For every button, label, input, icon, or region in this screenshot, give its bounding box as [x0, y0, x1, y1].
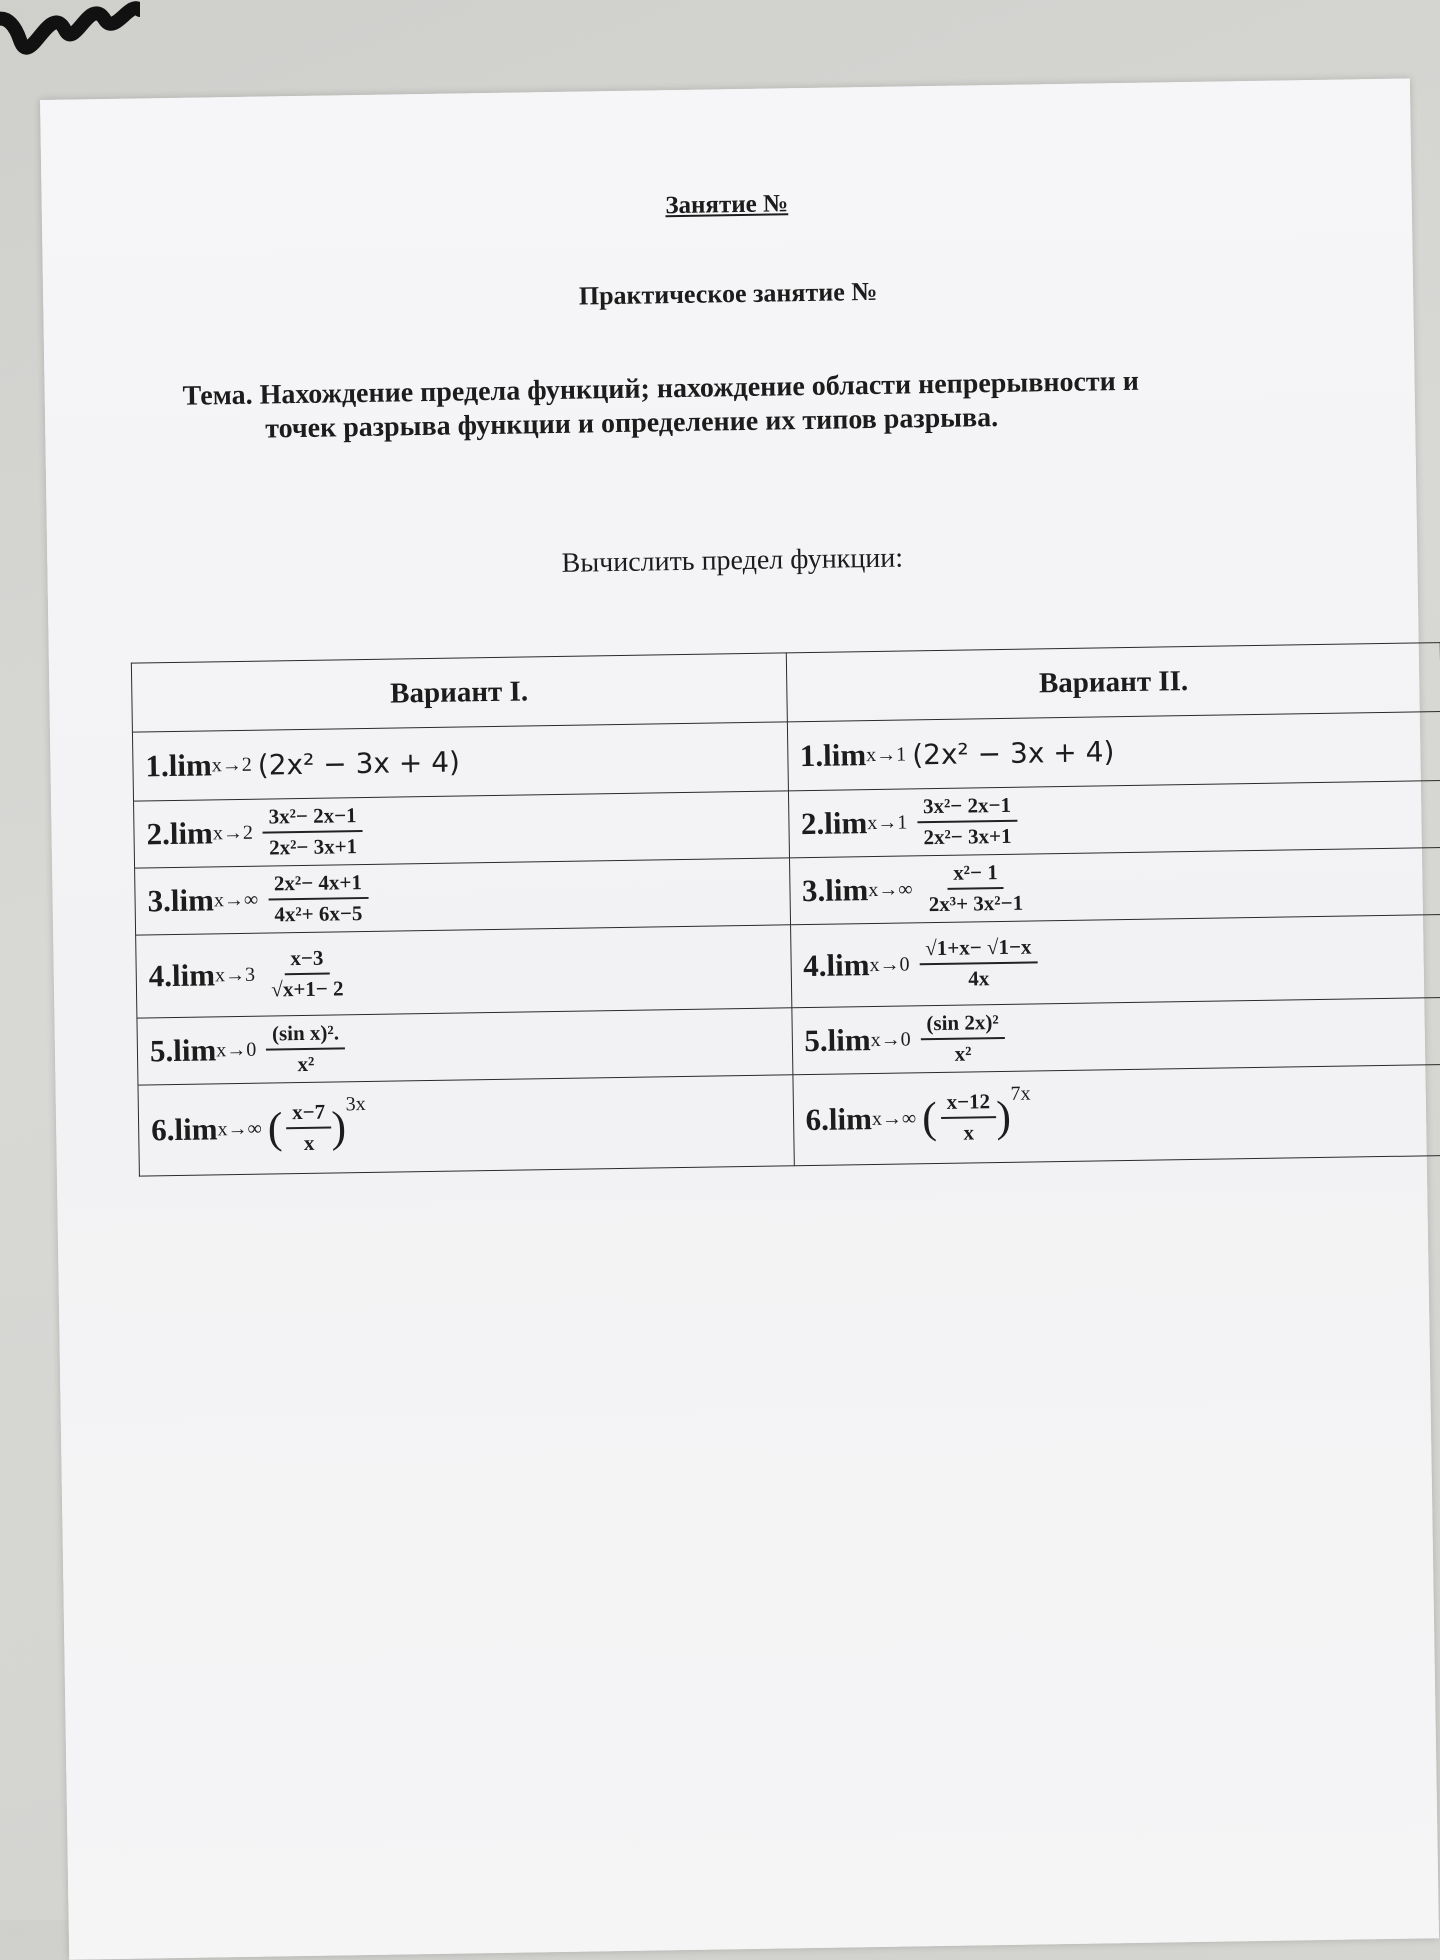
exponent: 7x: [1010, 1082, 1031, 1105]
right-paren: ): [330, 1102, 347, 1152]
lim-subscript: x→3: [214, 963, 256, 986]
v1-problem-1: [132, 722, 788, 801]
numerator: x−12: [940, 1089, 996, 1119]
v1-problem-2: [134, 791, 789, 868]
variant-1-header: Вариант I.: [131, 653, 787, 732]
denominator: √x+1− 2: [271, 976, 344, 1002]
variant-2-header: Вариант II.: [786, 643, 1440, 722]
denominator: x: [963, 1120, 975, 1145]
v1-problem-6: [138, 1075, 794, 1176]
numerator: x−3: [284, 946, 329, 976]
task-instruction: Вычислить предел функции:: [561, 542, 904, 579]
fraction: [922, 860, 1029, 918]
denominator: x²: [954, 1041, 972, 1066]
fraction: [268, 870, 369, 928]
problem-number: 6.: [150, 1112, 175, 1148]
v2-problem-4: [790, 915, 1440, 1008]
expression: (2x² − 3x + 4): [257, 744, 461, 782]
numerator: 3x²− 2x−1: [917, 793, 1017, 824]
lim-subscript: x→2: [211, 753, 252, 776]
lim-word: lim: [170, 882, 215, 919]
left-paren: (: [921, 1093, 938, 1143]
fraction: [262, 803, 363, 861]
lim-word: lim: [828, 1101, 873, 1137]
problem-number: 2.: [146, 816, 171, 852]
fraction: [919, 934, 1038, 992]
lim-subscript: x→0: [870, 1027, 911, 1051]
lim-subscript: x→∞: [217, 1117, 262, 1140]
lim-subscript: x→∞: [213, 888, 259, 911]
topic-line-2: точек разрыва функции и определение их типов разрыва.: [264, 401, 999, 445]
topic-line-1: Тема. Нахождение предела функций; нахождение области непрерывности и: [182, 365, 1140, 412]
v2-problem-6: [792, 1065, 1440, 1166]
v2-problem-1: [787, 712, 1440, 791]
denominator: 2x²− 3x+1: [268, 834, 358, 860]
denominator: x²: [297, 1051, 315, 1077]
lim-subscript: x→2: [212, 821, 254, 844]
v1-problem-3: [135, 858, 790, 935]
coiled-cable-image: [0, 0, 140, 80]
lim-word: lim: [826, 947, 870, 983]
lim-subscript: x→0: [216, 1038, 257, 1061]
lesson-title: Занятие №: [665, 190, 789, 220]
problem-number: 3.: [801, 872, 826, 909]
denominator: 4x: [968, 966, 990, 991]
problem-number: 5.: [804, 1022, 828, 1059]
lim-subscript: x→1: [867, 810, 908, 834]
lim-word: lim: [168, 747, 213, 784]
numerator: 3x²− 2x−1: [262, 803, 362, 834]
problem-number: 5.: [149, 1033, 174, 1069]
fraction: [920, 1010, 1005, 1067]
denominator: 2x²− 3x+1: [923, 823, 1012, 850]
v1-problem-4: [136, 925, 792, 1018]
v2-problem-2: [788, 781, 1440, 858]
fraction: [940, 1089, 996, 1146]
lim-word: lim: [827, 1022, 871, 1058]
numerator: (sin 2x)²: [920, 1010, 1005, 1040]
problem-number: 3.: [147, 883, 172, 919]
problem-number: 4.: [802, 947, 827, 984]
denominator: 2x³+ 3x²−1: [928, 890, 1024, 917]
variants-table: [131, 642, 1440, 1177]
numerator: x−7: [286, 1100, 331, 1130]
lim-subscript: x→1: [866, 742, 907, 766]
numerator: 2x²− 4x+1: [268, 870, 368, 901]
fraction: [917, 793, 1018, 851]
lim-subscript: x→0: [869, 952, 910, 976]
problem-number: 6.: [805, 1101, 830, 1138]
practical-title: Практическое занятие №: [578, 276, 878, 311]
fraction: [265, 945, 350, 1002]
denominator: x: [303, 1130, 315, 1155]
numerator: √1+x− √1−x: [919, 934, 1038, 965]
fraction: [266, 1020, 346, 1077]
right-paren: ): [995, 1091, 1012, 1142]
lim-word: lim: [172, 1032, 217, 1069]
v2-problem-5: [791, 998, 1440, 1075]
topic-text: [182, 362, 1323, 448]
fraction: [286, 1100, 332, 1157]
denominator: 4x²+ 6x−5: [274, 901, 363, 927]
lim-word: lim: [169, 815, 214, 852]
worksheet-paper: [40, 78, 1439, 1959]
lim-word: lim: [174, 1111, 218, 1148]
lim-word: lim: [824, 872, 869, 908]
lim-word: lim: [822, 737, 867, 773]
v2-problem-3: [789, 848, 1440, 925]
lim-subscript: x→∞: [871, 1106, 917, 1130]
lim-word: lim: [171, 957, 216, 994]
problem-number: 1.: [145, 748, 169, 784]
numerator: x²− 1: [947, 860, 1004, 890]
lim-word: lim: [823, 805, 868, 841]
left-paren: (: [267, 1103, 283, 1153]
v1-problem-5: [137, 1008, 792, 1085]
numerator: (sin x)².: [266, 1020, 345, 1050]
problem-number: 4.: [148, 958, 173, 994]
problem-number: 1.: [799, 737, 824, 774]
exponent: 3x: [345, 1093, 366, 1116]
lim-subscript: x→∞: [868, 877, 913, 901]
expression: (2x² − 3x + 4): [911, 734, 1115, 771]
problem-number: 2.: [800, 805, 825, 842]
